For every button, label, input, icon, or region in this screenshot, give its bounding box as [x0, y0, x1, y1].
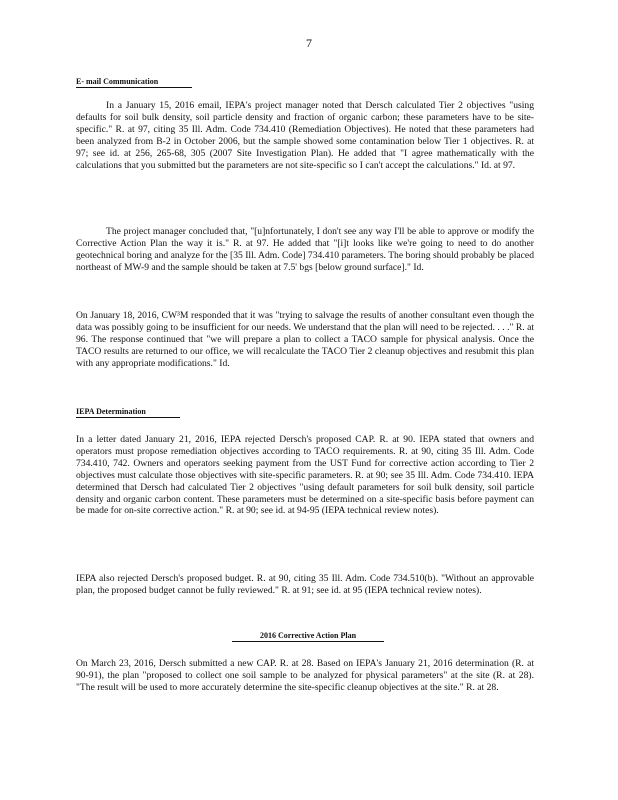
page-number: 7 — [306, 36, 312, 50]
heading-iepa-determination: IEPA Determination — [76, 407, 180, 418]
paragraph-iepa-2: IEPA also rejected Dersch's proposed budget. R. at 90, citing 35 Ill. Adm. Code 734.510(b). "Without an approvable plan, the proposed budget cannot be fully reviewed." R. at 91; see id. at 95 (IEPA technical review notes). — [76, 573, 534, 596]
heading-email-communication: E- mail Communication — [76, 77, 192, 88]
heading-2016-corrective-action-plan: 2016 Corrective Action Plan — [232, 631, 384, 642]
paragraph-email-1: In a January 15, 2016 email, IEPA's project manager noted that Dersch calculated Tier 2 objectives "using defaults for soil bulk density, soil particle density and fraction of organic carbon; these parameters have to be site-specific." R. at 97, citing 35 Ill. Adm. Code 734.410 (Remediation Objectives). He noted that these parameters had been analyzed from B-2 in October 2006, but the sample showed some contamination below Tier 1 objectives. R. at 97; see id. at 256, 265-68, 305 (2007 Site Investigation Plan). He added that "I agree mathematically with the calculations that you submitted but the parameters are not site-specific so I can't accept the calculations." Id. at 97. — [76, 100, 534, 171]
paragraph-iepa-1: In a letter dated January 21, 2016, IEPA rejected Dersch's proposed CAP. R. at 90. IEPA stated that owners and operators must propose remediation objectives according to TACO requirements. R. at 90, citing 35 Ill. Adm. Code 734.410, 742. Owners and operators seeking payment from the UST Fund for corrective action according to Tier 2 objectives must calculate those objectives with site-specific parameters. R. at 90; see 35 Ill. Adm. Code 734.410. IEPA determined that Dersch had calculated Tier 2 objectives "using default parameters for soil bulk density, soil particle density and organic carbon content. These parameters must be determined on a site-specific basis before payment can be made for on-site corrective action." R. at 90; see id. at 94-95 (IEPA technical review notes). — [76, 434, 534, 517]
paragraph-cap-1: On March 23, 2016, Dersch submitted a new CAP. R. at 28. Based on IEPA's January 21, 2016 determination (R. at 90-91), the plan "proposed to collect one soil sample to be analyzed for physical parameters" at the site (R. at 28). "The result will be used to more accurately determine the site-specific cleanup objectives at the site." R. at 28. — [76, 658, 534, 693]
paragraph-email-3: On January 18, 2016, CW³M responded that it was "trying to salvage the results of another consultant even though the data was possibly going to be insufficient for our needs. We understand that the plan will need to be rejected. . . ." R. at 96. The response continued that "we will prepare a plan to collect a TACO sample for physical analysis. Once the TACO results are returned to our office, we will recalculate the TACO Tier 2 cleanup objectives and resubmit this plan with any appropriate modifications." Id. — [76, 310, 534, 369]
paragraph-email-2: The project manager concluded that, "[u]nfortunately, I don't see any way I'll be able to approve or modify the Corrective Action Plan the way it is." R. at 97. He added that "[i]t looks like we're going to need to do another geotechnical boring and analyze for the [35 Ill. Adm. Code] 734.410 parameters. The boring should probably be placed northeast of MW-9 and the sample should be taken at 7.5' bgs [below ground surface]." Id. — [76, 226, 534, 273]
